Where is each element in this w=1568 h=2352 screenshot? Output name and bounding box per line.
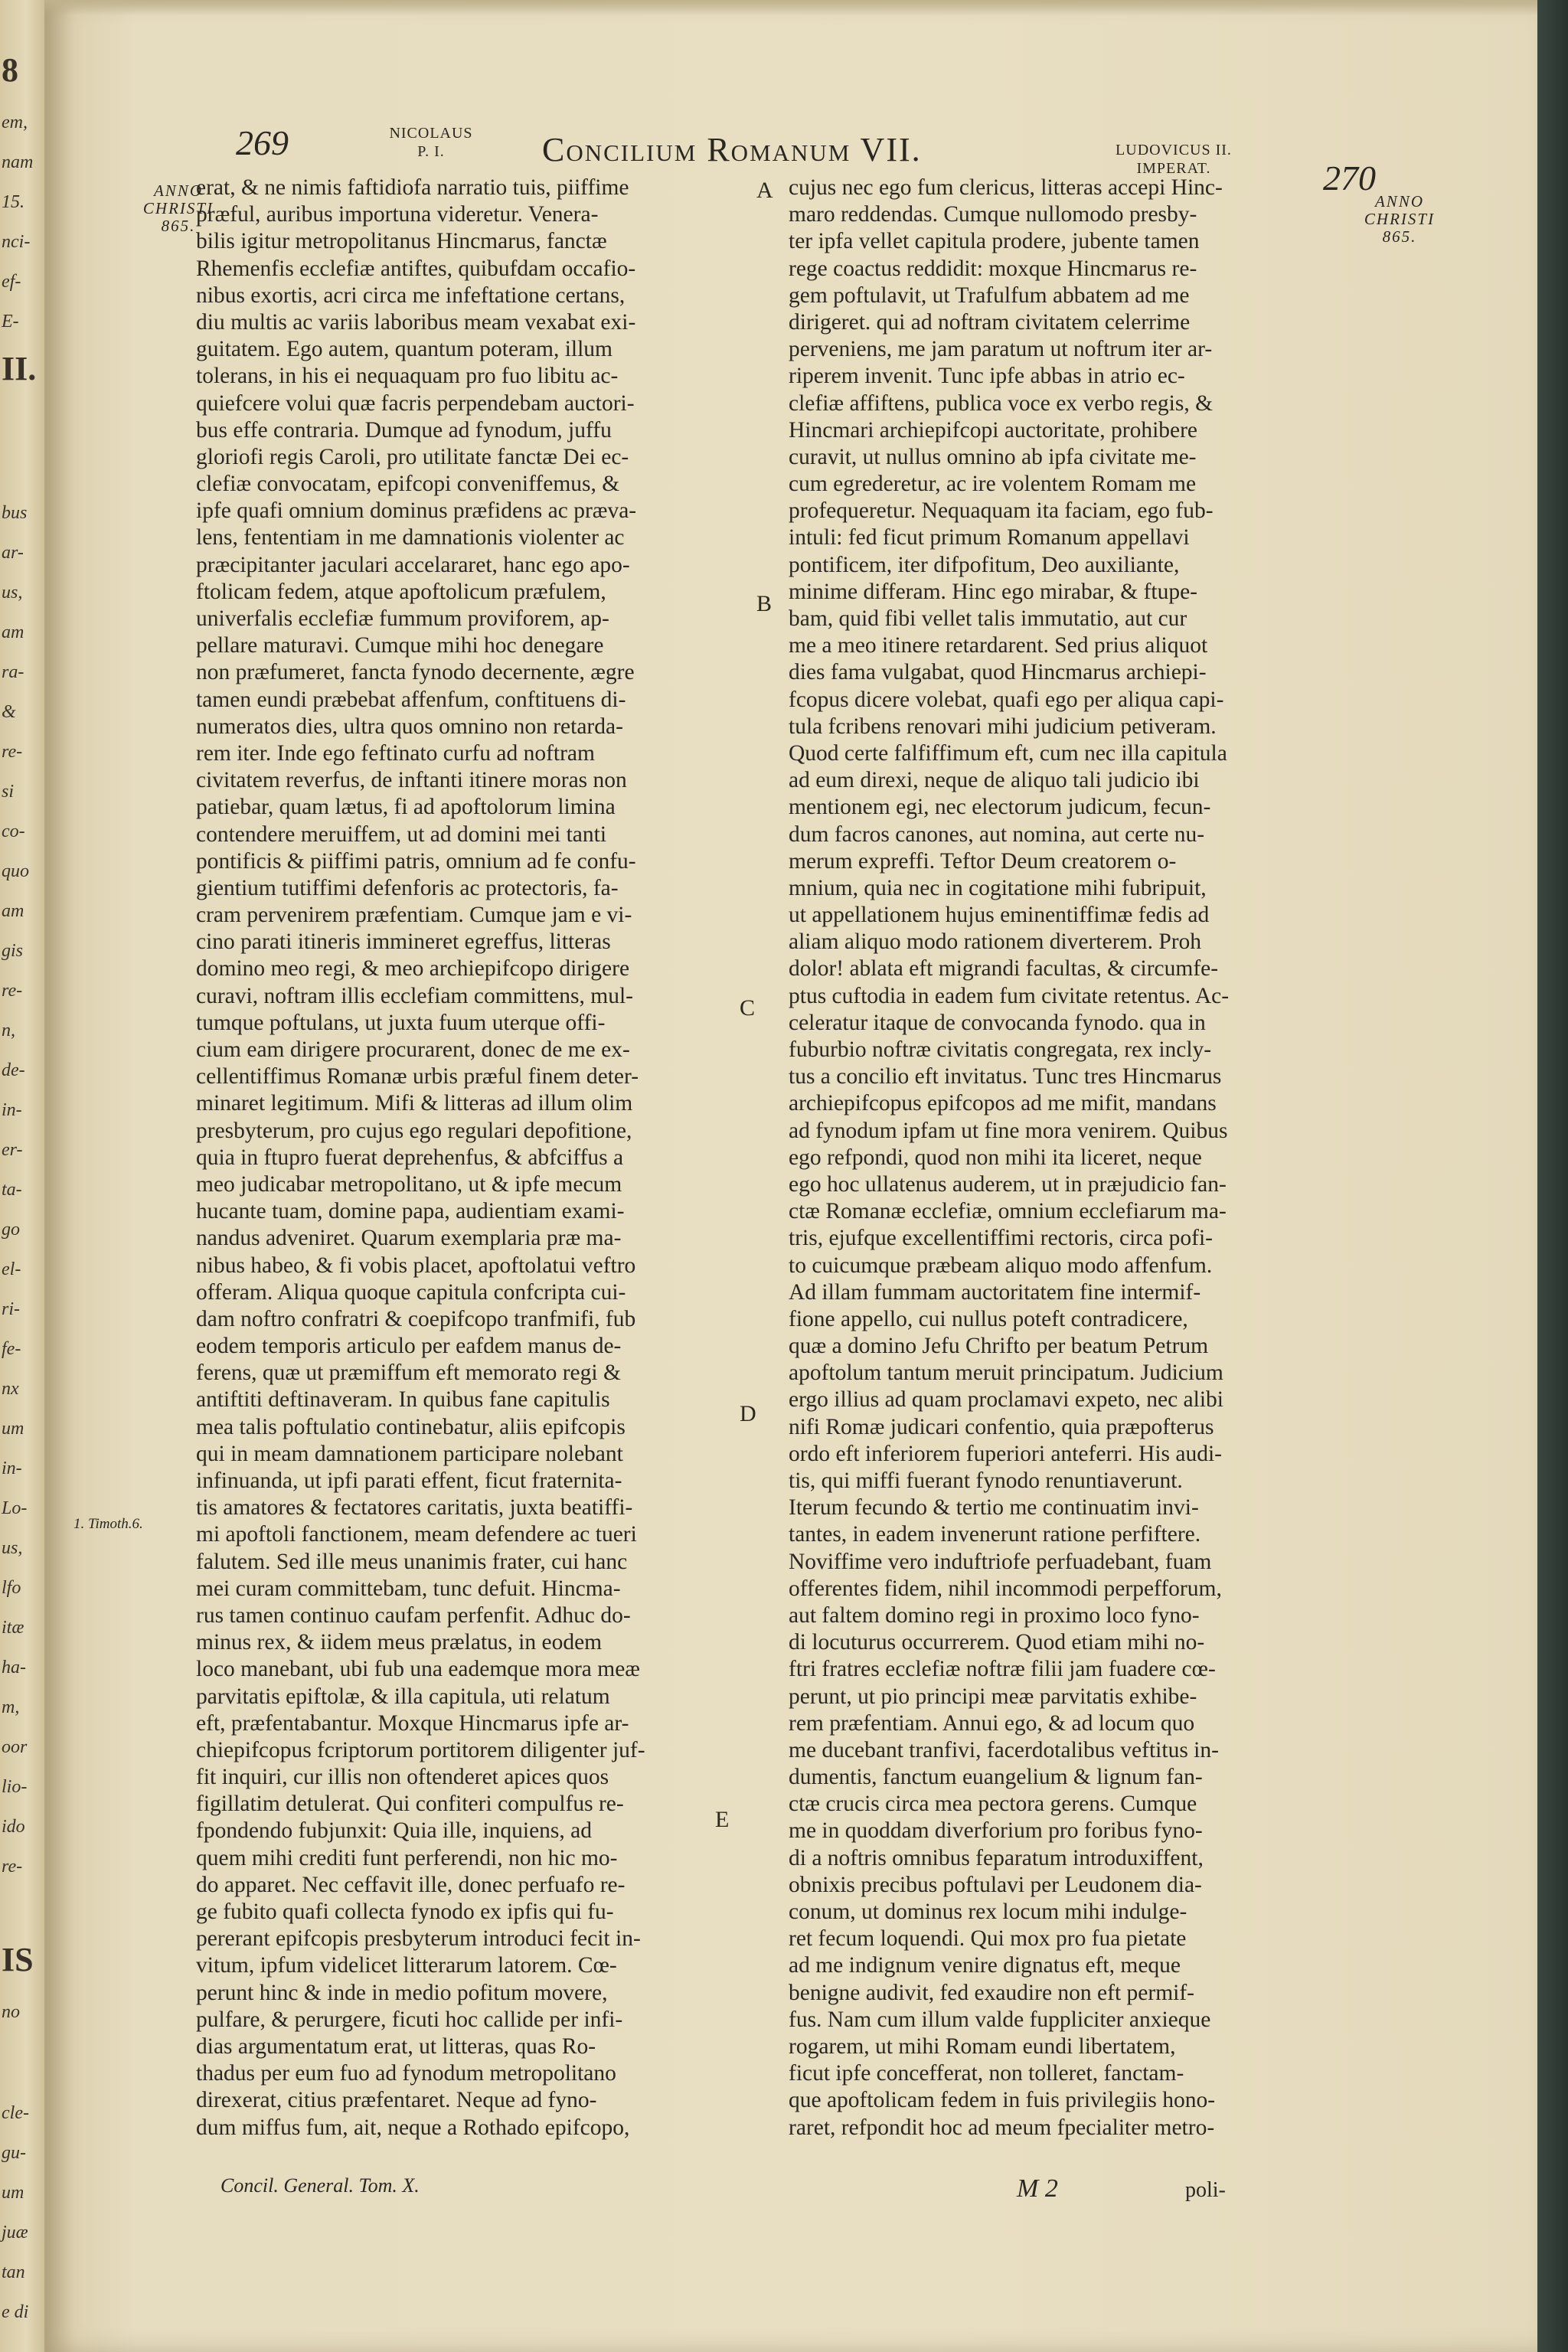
edge-fragment: quo [2,861,29,881]
text-line: raret, refpondit hoc ad meum fpecialiter metro- [789,2115,1215,2140]
text-line: pulfare, & perurgere, ficuti hoc callide per infi- [196,2007,623,2032]
text-line: me in quoddam diverforium pro foribus fyno- [789,1818,1203,1844]
edge-fragment: ta- [2,1180,22,1200]
text-line: non præfumeret, fancta fynodo decernente, ægre [196,660,635,685]
text-line: ge fubito quafi collecta fynodo ex ipfis qui fu- [196,1900,614,1924]
text-line: dirigeret. qui ad noftram civitatem celerrime [789,309,1191,335]
text-line: presbyterum, pro cujus ego regulari depofitione, [196,1118,632,1143]
text-line: hucante tuam, domine papa, audientiam exami- [196,1199,625,1224]
edge-fragment: nx [2,1379,19,1399]
margin-note-line: 865. [1382,227,1417,246]
edge-fragment: 15. [2,192,24,212]
text-line: ipfe quafi omnium dominus præfidens ac præva- [196,498,637,524]
text-line: tis amatores & fectatores caritatis, juxta beatiffi- [196,1495,633,1521]
column-letter-e: E [715,1807,730,1832]
text-line: bilis igitur metropolitanus Hincmarus, fanctæ [196,229,607,254]
text-line: cino parati itineris immineret egreffus, litteras [196,929,611,955]
text-line: dies fama vulgabat, quod Hincmarus archiepi- [789,660,1207,685]
text-line: que apoftolicam fedem in fuis privilegiis hono- [789,2088,1216,2113]
text-line: curavi, noftram illis ecclefiam committens, mul- [196,983,633,1008]
text-line: di a noftris omnibus feparatum introduxiffent, [789,1845,1204,1870]
text-line: rem præfentiam. Annui ego, & ad locum quo [789,1710,1195,1736]
text-line: dum facros canones, aut nomina, aut certe nu- [789,822,1205,847]
edge-fragment: lio- [2,1777,28,1797]
text-line: minaret legitimum. Mifi & litteras ad illum olim [196,1091,633,1116]
edge-fragment: Lo- [2,1498,28,1518]
text-line: apoftolum tantum meruit principatum. Judicium [789,1361,1223,1386]
edge-fragment: re- [2,1857,23,1877]
text-line: cium eam dirigere procurarent, donec de me ex- [196,1037,630,1062]
text-line: ordo eft inferiorem fuperiori anteferri. His audi- [789,1441,1223,1466]
text-line: ctæ crucis circa mea pectora gerens. Cumque [789,1792,1197,1817]
text-line: mea talis poftulatio continebatur, aliis epifcopis [196,1414,626,1439]
text-line: domino meo regi, & meo archiepifcopo dirigere [196,956,630,982]
edge-fragment: de- [2,1060,25,1080]
edge-fragment: am [2,622,24,642]
text-line: ficut ipfe concefferat, non tolleret, fanctam- [789,2061,1184,2086]
text-line: offeram. Aliqua quoque capitula confcripta cui- [196,1279,626,1305]
text-line: tolerans, in his ei nequaquam pro fuo libitu ac- [196,364,619,389]
edge-fragment: itæ [2,1618,24,1638]
text-line: Hincmari archiepifcopi auctoritate, prohibere [789,417,1198,443]
text-line: qui in meam damnationem participare nolebant [196,1441,623,1466]
text-line: diu multis ac variis laboribus meam vexabat exi- [196,309,636,335]
text-line: ftri fratres ecclefiæ noftræ filii jam fuadere cœ- [789,1657,1216,1682]
text-line: contendere meruiffem, ut ad domini mei tanti [196,822,607,847]
page-top-edge [44,0,1537,15]
column-letter-c: C [740,995,756,1021]
text-line: thadus per eum fuo ad fynodum metropolitano [196,2061,616,2086]
running-head-title: Concilium Romanum VII. [542,131,922,168]
text-line: Ad illam fummam auctoritatem fine intermif- [789,1279,1201,1305]
text-line: mnium, quia nec in cogitatione mihi fubripuit, [789,875,1207,900]
text-line: dum miffus fum, ait, neque a Rothado epifcopo, [196,2115,630,2140]
edge-fragment: us, [2,1538,23,1558]
edge-fragment: ar- [2,543,24,563]
text-line: pontificis & piiffimi patris, omnium ad fe confu- [196,848,636,874]
text-line: minime differam. Hinc ego mirabar, & ftupe- [789,579,1198,604]
edge-fragment: re- [2,981,23,1001]
text-line: fus. Nam cum illum valde fuppliciter anxieque [789,2007,1211,2032]
edge-fragment: um [2,2183,24,2203]
text-line: guitatem. Ego autem, quantum poteram, illum [196,337,612,362]
text-line: ferens, quæ ut præmiffum eft memorato regi & [196,1361,621,1386]
scripture-reference: 1. Timoth.6. [74,1516,143,1532]
text-line: dumentis, fanctum euangelium & lignum fan- [789,1765,1203,1790]
text-line: ad me indignum venire dignatus eft, meque [789,1953,1181,1978]
edge-fragment: cle- [2,2103,29,2123]
edge-fragment: co- [2,822,25,841]
previous-page-edge [0,0,46,2352]
text-line: offerentes fidem, nihil incommodi perpefforum, [789,1576,1222,1601]
running-head-right [1070,141,1277,178]
text-line: profequeretur. Nequaquam ita faciam, ego fub- [789,498,1214,524]
text-line: riperem invenit. Tunc ipfe abbas in atrio ec- [789,364,1185,389]
text-line: rege coactus reddidit: moxque Hincmarus re- [789,256,1197,281]
edge-fragment: us, [2,583,23,603]
signature-line: Concil. General. Tom. X. [220,2174,420,2197]
text-line: tis, qui miffi fuerant fynodo renuntiaverunt. [789,1468,1183,1493]
text-line: tris, ejufque excellentiffimi rectoris, circa pofi- [789,1226,1213,1251]
text-line: conum, ut dominus rex locum mihi indulge- [789,1900,1187,1924]
text-line: dias argumentatum erat, ut litteras, quas Ro- [196,2034,596,2059]
edge-fragment: nci- [2,232,31,252]
text-line: fit inquiri, cur illis non oftenderet apices quos [196,1765,609,1790]
text-line: cram pervenirem præfentiam. Cumque jam e vi- [196,903,632,928]
text-line: ut appellationem hujus eminentiffimæ fedis ad [789,903,1210,928]
text-line: antiftiti deftinaveram. In quibus fane capitulis [196,1387,610,1413]
edge-fragment: am [2,901,24,921]
column-letter-d: D [740,1401,756,1426]
text-line: eft, præfentabantur. Moxque Hincmarus ipfe ar- [196,1710,629,1736]
text-line: infinuanda, ut ipfi parati effent, ficut fraternita- [196,1468,622,1493]
edge-fragment: tan [2,2262,25,2282]
text-line: fcopus dicere volebat, quafi ego per aliqua capi- [789,687,1224,712]
text-line: merum expreffi. Teftor Deum creatorem o- [789,848,1177,874]
text-line: parvitatis epiftolæ, & illa capitula, uti relatum [196,1684,610,1709]
edge-fragment: si [2,782,15,802]
margin-note-line: CHRISTI [142,199,214,217]
table-background [1537,0,1568,2352]
page-number-right: 270 [1323,158,1376,198]
text-line: ptus cuftodia in eadem fum civitate retentus. Ac- [789,983,1230,1008]
edge-fragment: m, [2,1697,20,1717]
edge-fragment: re- [2,742,23,762]
text-line: quæ a domino Jefu Chrifto per beatum Petrum [789,1334,1209,1359]
text-line: patiebar, quam lætus, fi ad apoftolorum limina [196,795,616,820]
text-line: Iterum fecundo & tertio me continuatim invi- [789,1495,1199,1521]
edge-fragment: no [2,2002,20,2022]
edge-fragment: n, [2,1021,15,1040]
text-line: ego hoc ullatenus auderem, ut in præjudicio fan- [789,1171,1227,1197]
column-letter-b: B [756,591,773,616]
text-line: vitum, ipfum videlicet litterarum latorem. Cœ- [196,1953,617,1978]
text-line: mi apoftoli fanctionem, meam defendere ac tueri [196,1522,637,1547]
margin-note-line: ANNO [153,181,203,200]
text-line: gem poftulavit, ut Trafulfum abbatem ad me [789,283,1190,308]
text-line: perunt hinc & inde in medio pofitum movere, [196,1980,608,2005]
text-column-left [196,175,786,2141]
text-line: clefiæ affiftens, publica voce ex verbo regis, & [789,390,1214,416]
text-line: quiefcere volui quæ facris perpendebam auctori- [196,390,635,416]
edge-fragment: oor [2,1737,28,1757]
edge-fragment: go [2,1220,20,1240]
text-line: do apparet. Nec ceffavit ille, donec perfuafo re- [196,1872,626,1897]
text-line: quia in ftupro fuerat deprehenfus, & abfciffus a [196,1145,624,1170]
text-line: quem mihi crediti funt perferendi, non hic mo- [196,1845,618,1870]
edge-fragment: ef- [2,272,21,292]
text-line: curavit, ut nullus omnino ab ipfa civitate me- [789,444,1197,469]
text-line: maro reddendas. Cumque nullomodo presby- [789,202,1197,227]
signature-mark: M 2 [1017,2174,1058,2203]
text-line: erat, & ne nimis faftidiofa narratio tuis, piiffime [196,175,629,200]
text-line: figillatim detulerat. Qui confiteri compulfus re- [196,1792,624,1817]
running-head-right-line: IMPERAT. [1136,160,1211,177]
text-line: nibus exortis, acri circa me infeftatione certans, [196,283,626,308]
text-line: univerfalis ecclefiæ fummum proviforem, ap- [196,606,609,631]
text-line: tumque poftulans, ut juxta fuum uterque offi- [196,1010,606,1035]
text-line: intuli: fed ficut primum Romanum appellavi [789,525,1190,550]
edge-fragment: 8 [2,51,18,89]
book-page [44,0,1537,2352]
text-line: ret fecum loquendi. Qui mox pro fua pietate [789,1926,1187,1952]
text-line: me a meo itinere retardarent. Sed prius aliquot [789,633,1208,658]
text-line: tula fcribens renovari mihi judicium petiveram. [789,714,1217,739]
text-line: tus a concilio eft invitatus. Tunc tres Hincmarus [789,1064,1222,1089]
edge-fragment: IS [2,1941,34,1978]
edge-fragment: II. [2,350,37,387]
edge-fragment: juæ [2,2223,28,2243]
edge-fragment: in- [2,1100,22,1120]
text-line: nibus habeo, & fi vobis placet, apoftolatui veftro [196,1253,636,1278]
text-line: di locuturus occurrerem. Quod etiam mihi no- [789,1630,1205,1655]
text-line: rogarem, ut mihi Romam eundi libertatem, [789,2034,1176,2059]
edge-fragment: er- [2,1140,23,1160]
text-line: pererant epifcopis presbyterum introduci fecit in- [196,1926,641,1952]
text-line: cellentiffimus Romanæ urbis præful finem deter- [196,1064,639,1089]
text-line: numeratos dies, ultra quos omnino non retarda- [196,714,623,739]
text-line: clefiæ convocatam, epifcopi conveniffemus, & [196,472,620,497]
text-line: archiepifcopus epifcopos ad me mifit, mandans [789,1091,1217,1116]
text-line: aut faltem domino regi in proximo loco fyno- [789,1602,1200,1628]
catchword: poli- [1185,2178,1226,2202]
text-line: perunt, ut pio principi meæ parvitatis exhibe- [789,1684,1197,1709]
text-line: ftolicam fedem, atque apoftolicum præfulem, [196,579,606,604]
edge-fragment: em, [2,113,28,132]
text-line: falutem. Sed ille meus unanimis frater, cui hanc [196,1549,628,1574]
text-line: rus tamen continuo caufam perfenfit. Adhuc do- [196,1602,631,1628]
text-line: tamen eundi præbebat affenfum, conftituens di- [196,687,626,712]
edge-fragment: in- [2,1459,22,1478]
edge-fragment: ra- [2,662,24,682]
edge-fragment: E- [2,312,19,332]
text-line: aliam aliquo modo rationem diverterem. Proh [789,929,1202,955]
margin-note-line: CHRISTI [1364,210,1436,228]
text-line: gientium tutiffimi defenforis ac protectoris, fa- [196,875,619,900]
text-line: fione appello, cui nullus poteft contradicere, [789,1306,1188,1331]
edge-fragment: ido [2,1817,25,1837]
text-line: Noviffime vero induftriofe perfuadebant, fuam [789,1549,1212,1574]
text-line: dam noftro confratri & coepifcopo tranfmifi, fub [196,1306,636,1331]
text-line: loco manebant, ubi fub una eademque mora meæ [196,1657,640,1682]
text-line: ergo illius ad quam proclamavi expeto, nec alibi [789,1387,1223,1413]
edge-fragment: ha- [2,1658,26,1677]
text-line: cum egrederetur, ac ire volentem Romam me [789,472,1197,497]
text-line: pellare maturavi. Cumque mihi hoc denegare [196,633,604,658]
text-column-right [789,175,1378,2141]
text-line: bam, quid fibi vellet talis immutatio, aut cur [789,606,1187,631]
text-line: benigne audivit, fed exaudire non eft permif- [789,1980,1194,2005]
edge-fragment: el- [2,1259,21,1279]
edge-fragment: lfo [2,1578,21,1598]
text-line: perveniens, me jam paratum ut noftrum iter ar- [789,337,1213,362]
text-line: Rhemenfis ecclefiæ antiftes, quibufdam occafio- [196,256,636,281]
text-line: fuburbio noftræ civitatis congregata, rex incly- [789,1037,1212,1062]
text-line: fpondendo fubjunxit: Quia ille, inquiens, ad [196,1818,592,1844]
running-head-left-line: NICOLAUS [389,125,473,142]
text-line: mei curam committebam, tunc defuit. Hincma- [196,1576,621,1601]
text-line: ad fynodum ipfam ut fine mora venirem. Quibus [789,1118,1228,1143]
text-line: me ducebant tranfivi, facerdotalibus veftitus in- [789,1737,1219,1762]
text-line: ter ipfa vellet capitula prodere, jubente tamen [789,229,1200,254]
text-line: dolor! ablata eft migrandi facultas, & circumfe- [789,956,1219,982]
text-line: civitatem reverfus, de inftanti itinere moras non [196,768,627,793]
text-line: lens, fententiam in me damnationis violenter ac [196,525,625,550]
text-line: eodem temporis articulo per eafdem manus de- [196,1334,622,1359]
edge-fragment: fe- [2,1339,21,1359]
text-line: pontificem, iter difpofitum, Deo auxiliante, [789,552,1180,577]
text-line: tantes, in eadem invenerunt ratione perfiftere. [789,1522,1201,1547]
text-line: bus effe contraria. Dumque ad fynodum, juffu [196,417,612,443]
text-line: præful, auribus importuna videretur. Venera- [196,202,599,227]
text-line: Quod certe falfiffimum eft, cum nec illa capitula [789,740,1227,766]
text-line: meo judicabar metropolitano, ut & ipfe mecum [196,1171,622,1197]
margin-note-line: ANNO [1374,192,1424,211]
edge-fragment: um [2,1419,24,1439]
text-line: cujus nec ego fum clericus, litteras accepi Hinc- [789,175,1223,200]
text-line: nandus adveniret. Quarum exemplaria præ ma- [196,1226,622,1251]
running-head-left-line: P. I. [417,143,445,160]
text-line: nifi Romæ judicari confentio, quia præpofterus [789,1414,1214,1439]
edge-fragment: nam [2,152,34,172]
text-line: minus rex, & iidem meus prælatus, in eodem [196,1630,603,1655]
running-head-right-line: LUDOVICUS II. [1116,142,1232,158]
text-line: celeratur itaque de convocanda fynodo. qua in [789,1010,1206,1035]
margin-note-line: 865. [161,217,196,235]
running-head-left [366,124,496,161]
column-letter-a: A [756,178,773,203]
text-line: ego refpondi, quod non mihi ita liceret, neque [789,1145,1202,1170]
edge-fragment: gis [2,941,24,961]
page-number-left: 269 [236,123,289,162]
edge-fragment: ri- [2,1299,20,1319]
text-line: mentionem egi, nec electorum judicum, fecun- [789,795,1211,820]
text-line: direxerat, citius præfentaret. Neque ad fyno- [196,2088,597,2113]
text-line: ctæ Romanæ ecclefiæ, omnium ecclefiarum ma- [789,1199,1227,1224]
edge-fragment: bus [2,503,28,523]
edge-fragment: & [2,702,16,722]
edge-fragment: e di [2,2302,29,2322]
edge-fragment: gu- [2,2143,26,2163]
text-line: rem iter. Inde ego feftinato curfu ad noftram [196,740,595,766]
text-line: præcipitanter jaculari accelararet, hanc ego apo- [196,552,630,577]
text-line: gloriofi regis Caroli, pro utilitate fanctæ Dei ec- [196,444,629,469]
text-line: obnixis precibus poftulavi per Leudonem dia- [789,1872,1202,1897]
text-line: chiepifcopus fcriptorum portitorem diligenter juf- [196,1737,645,1762]
text-line: ad eum direxi, neque de aliquo tali judicio ibi [789,768,1200,793]
text-line: to cuicumque præbeam aliquo modo affenfum. [789,1253,1213,1278]
